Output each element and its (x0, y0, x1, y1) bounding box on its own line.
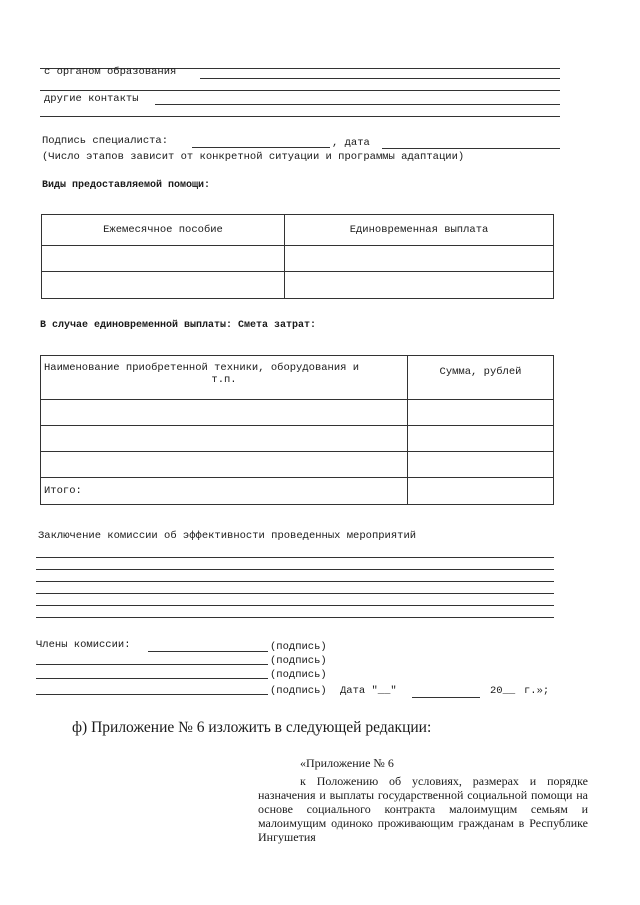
commission-year-suffix: г.»; (524, 685, 550, 697)
commission-date-label: Дата "__" (340, 685, 397, 697)
stages-note: (Число этапов зависит от конкретной ситуации и программы адаптации) (42, 151, 465, 163)
signature-hint: (подпись) (270, 669, 327, 681)
help-cell (42, 272, 285, 299)
help-col-monthly: Ежемесячное пособие (42, 215, 285, 246)
help-types-heading: Виды предоставляемой помощи: (42, 180, 211, 191)
commission-signature-line (148, 651, 268, 652)
education-contact-line-2 (40, 90, 560, 91)
estimate-total-value (408, 478, 554, 505)
estimate-table (40, 355, 554, 505)
commission-year-prefix: 20__ (490, 685, 516, 697)
education-contact-line (200, 78, 560, 79)
conclusion-line (36, 617, 554, 618)
estimate-total-label: Итого: (41, 478, 408, 505)
date-label: , дата (332, 137, 370, 149)
estimate-col-sum: Сумма, рублей (408, 356, 554, 400)
conclusion-line (36, 581, 554, 582)
other-contacts-label: другие контакты (44, 93, 139, 105)
estimate-cell (408, 452, 554, 478)
appendix-title: «Приложение № 6 (300, 756, 394, 770)
estimate-heading: В случае единовременной выплаты: Смета затрат: (40, 320, 317, 331)
education-contact-label: с органом образования (44, 66, 177, 78)
commission-date-month-line (412, 697, 480, 698)
signature-hint: (подпись) (270, 655, 327, 667)
other-contacts-line (155, 104, 560, 105)
estimate-col-name (41, 356, 408, 400)
estimate-cell (408, 426, 554, 452)
estimate-cell (41, 452, 408, 478)
help-cell (285, 272, 554, 299)
commission-signature-line (36, 664, 268, 665)
commission-signature-line (36, 678, 268, 679)
amendment-text: ф) Приложение № 6 изложить в следующей редакции: (72, 719, 432, 736)
commission-signature-line (36, 694, 268, 695)
specialist-signature-label: Подпись специалиста: (42, 135, 169, 147)
signature-hint: (подпись) (270, 641, 327, 653)
other-contacts-line-2 (40, 116, 560, 117)
conclusion-line (36, 557, 554, 558)
appendix-body-text: к Положению об условиях, размерах и порядке назначения и выплаты государственной социальной помощи на основе социального контракта малоимущим семьям и малоимущим одиноко проживающим гражданам в Республике Ингушетия (258, 774, 588, 844)
estimate-cell (41, 400, 408, 426)
conclusion-line (36, 593, 554, 594)
date-line (382, 148, 560, 149)
specialist-signature-line (192, 147, 330, 148)
conclusion-label: Заключение комиссии об эффективности проведенных мероприятий (38, 530, 417, 542)
help-types-table (41, 214, 554, 299)
estimate-col-name-line2: т.п. (211, 374, 237, 386)
help-col-onetime: Единовременная выплата (285, 215, 554, 246)
help-cell (285, 246, 554, 272)
estimate-cell (41, 426, 408, 452)
appendix-body (258, 774, 588, 844)
commission-members-label: Члены комиссии: (36, 639, 131, 651)
help-cell (42, 246, 285, 272)
conclusion-line (36, 569, 554, 570)
estimate-col-name-line1: Наименование приобретенной техники, оборудования и (44, 362, 360, 374)
estimate-cell (408, 400, 554, 426)
conclusion-line (36, 605, 554, 606)
signature-hint: (подпись) (270, 685, 327, 697)
